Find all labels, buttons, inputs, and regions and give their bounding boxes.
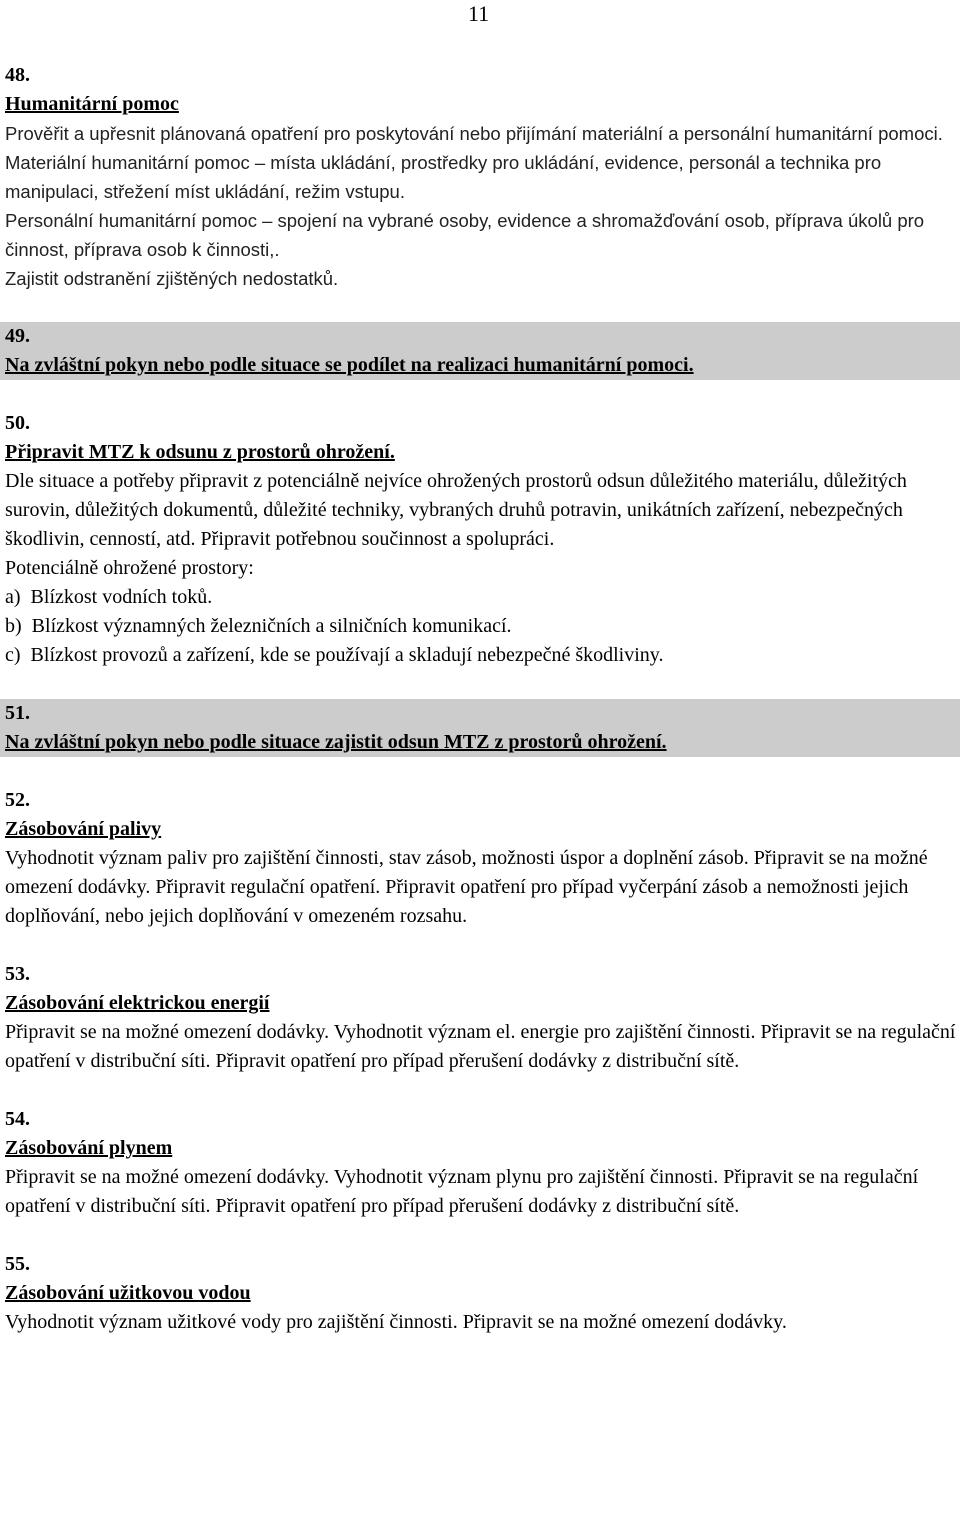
section-53 [5,960,957,1076]
section-number: 51. [0,699,960,728]
section-50 [5,409,957,670]
section-number: 50. [5,412,30,434]
section-49 [5,322,957,380]
list-item [5,612,957,641]
section-heading: Na zvláštní pokyn nebo podle situace zajistit odsun MTZ z prostorů ohrožení. [0,728,960,757]
list-text: Blízkost provozů a zařízení, kde se používají a skladují nebezpečné škodliviny. [30,644,664,666]
section-number: 55. [5,1253,30,1275]
section-52 [5,786,957,931]
list-label: b) [5,615,22,637]
paragraph: Prověřit a upřesnit plánovaná opatření pro poskytování nebo přijímání materiální a personální humanitární pomoci. [5,123,943,144]
document-body [5,61,957,1366]
section-51 [5,699,957,757]
section-heading: Humanitární pomoc [5,93,179,115]
section-heading: Zásobování elektrickou energií [5,992,270,1014]
section-number: 53. [5,963,30,985]
page-number: 11 [468,1,490,26]
list-label: a) [5,586,21,608]
section-heading: Zásobování užitkovou vodou [5,1282,251,1304]
paragraph: Vyhodnotit význam užitkové vody pro zajištění činnosti. Připravit se na možné omezení dodávky. [5,1311,787,1333]
paragraph: Připravit se na možné omezení dodávky. Vyhodnotit význam el. energie pro zajištění činnosti. Připravit se na regulační opatření v distribuční síti. Připravit opatření pro případ přerušení dodávky z distribuční sítě. [5,1021,956,1072]
paragraph: Potenciálně ohrožené prostory: [5,557,254,579]
list-item [5,583,957,612]
list-item [5,641,957,670]
list-label: c) [5,644,21,666]
section-heading: Na zvláštní pokyn nebo podle situace se podílet na realizaci humanitární pomoci. [0,351,960,380]
section-heading: Zásobování plynem [5,1137,173,1159]
section-54 [5,1105,957,1221]
paragraph: Dle situace a potřeby připravit z potenciálně nejvíce ohrožených prostorů odsun důležitého materiálu, důležitých surovin, důležitých dokumentů, důležité techniky, vybraných druhů potravin, unikátních zařízení, nebezpečných škodlivin, cenností, atd. Připravit potřebnou součinnost a spolupráci. [5,470,907,550]
section-number: 54. [5,1108,30,1130]
section-heading: Připravit MTZ k odsunu z prostorů ohrožení. [5,441,395,463]
section-heading: Zásobování palivy [5,818,162,840]
section-number: 48. [5,64,30,86]
paragraph: Připravit se na možné omezení dodávky. Vyhodnotit význam plynu pro zajištění činnosti. Připravit se na regulační opatření v distribuční síti. Připravit opatření pro případ přerušení dodávky z distribuční sítě. [5,1166,919,1217]
list-text: Blízkost vodních toků. [30,586,213,608]
section-55 [5,1250,957,1337]
section-number: 52. [5,789,30,811]
paragraph: Personální humanitární pomoc – spojení na vybrané osoby, evidence a shromažďování osob, příprava úkolů pro činnost, příprava osob k činnosti,. [5,210,925,260]
paragraph: Zajistit odstranění zjištěných nedostatků. [5,268,339,289]
paragraph: Vyhodnotit význam paliv pro zajištění činnosti, stav zásob, možnosti úspor a doplnění zásob. Připravit se na možné omezení dodávky. Připravit regulační opatření. Připravit opatření pro případ vyčerpání zásob a nemožnosti jejich doplňování, nebo jejich doplňování v omezeném rozsahu. [5,847,928,927]
section-48 [5,61,957,293]
paragraph: Materiální humanitární pomoc – místa ukládání, prostředky pro ukládání, evidence, personál a technika pro manipulaci, střežení míst ukládání, režim vstupu. [5,152,882,202]
list-text: Blízkost významných železničních a silničních komunikací. [31,615,512,637]
section-number: 49. [0,322,960,351]
